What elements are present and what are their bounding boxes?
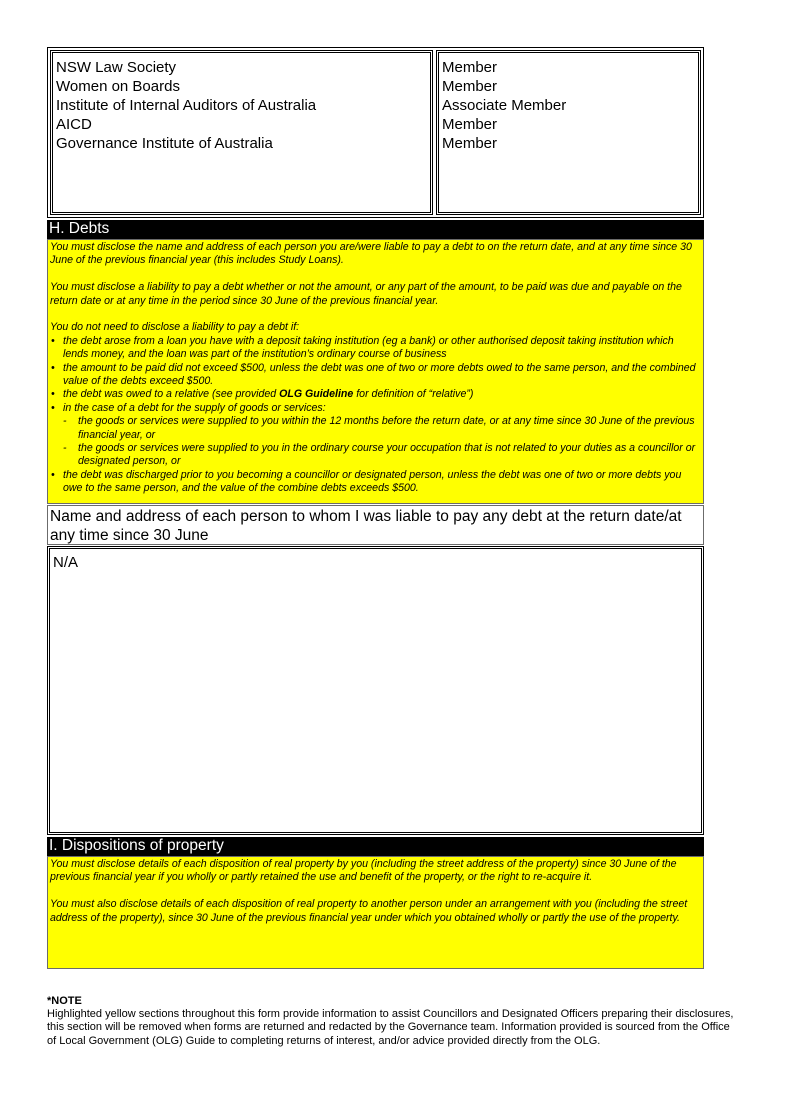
debts-exemption-bullet: • the debt was owed to a relative (see provided OLG Guideline for definition of “relative”) <box>51 388 474 401</box>
role-item: Member <box>442 59 498 76</box>
role-item: Member <box>442 135 498 152</box>
debts-intro-2: You must disclose a liability to pay a debt whether or not the amount, or any part of the amount, to be paid was due and payable on the return date or at any time in the period since 30 June of the previous financial year. <box>50 281 682 307</box>
debts-question: Name and address of each person to whom I was liable to pay any debt at the return date/at any time since 30 June <box>47 505 704 545</box>
debts-answer-text: N/A <box>53 554 79 571</box>
dispositions-text-1: You must disclose details of each disposition of real property by you (including the street address of the property) since 30 June of the previous financial year if you wholly or partly retained the use and benefit of the property, or the right to re-acquire it. <box>50 858 677 884</box>
dash-mark: - <box>63 442 67 455</box>
bullet-mark: • <box>51 334 55 347</box>
note-text: Highlighted yellow sections throughout this form provide information to assist Councillors and Designated Officers preparing their disclosures, this section will be removed when forms are returned and redacted by the Governance team. Information provided is sourced from the Office of Local Government (OLG) Guide to completing returns of interest, and/or advice provided directly from the OLG. <box>47 1008 734 1047</box>
debts-intro-3: You do not need to disclose a liability to pay a debt if: <box>50 321 300 334</box>
bullet-mark: • <box>51 401 55 414</box>
organisation-item: Governance Institute of Australia <box>56 135 273 152</box>
role-item: Member <box>442 116 498 133</box>
role-item: Associate Member <box>442 97 567 114</box>
role-item: Member <box>442 78 498 95</box>
debts-exemption-bullet: • the debt was discharged prior to you becoming a councillor or designated person, unless the debt was one of two or more debts you owe to the same person, and the value of the combine debts exceeds $500. <box>51 468 682 495</box>
debts-exemption-bullet: • in the case of a debt for the supply of goods or services: <box>51 401 326 414</box>
bullet-mark: • <box>51 361 55 374</box>
dispositions-text-2: You must also disclose details of each disposition of real property to another person under an arrangement with you (including the street address of the property), since 30 June of the previous financial year under which you obtained wholly or partly the use of the property. <box>50 898 688 924</box>
role-cell <box>436 50 701 215</box>
organisation-item: Women on Boards <box>56 78 180 95</box>
organisation-list <box>53 53 430 153</box>
debts-exemption-subitem: - the goods or services were supplied to you in the ordinary course your occupation that is not related to your duties as a councillor or designated person, or <box>63 442 696 468</box>
debts-answer-field[interactable] <box>47 546 704 835</box>
debts-section-header: H. Debts <box>47 220 704 239</box>
organisation-item: NSW Law Society <box>56 59 177 76</box>
bullet-mark: • <box>51 388 55 401</box>
debts-exemption-bullet: • the debt arose from a loan you have with a deposit taking institution (eg a bank) or other authorised deposit taking institution which lends money, and the loan was part of the institution’s ordinary course of business <box>51 334 674 361</box>
debts-exemption-subitem: - the goods or services were supplied to you within the 12 months before the return date, or at any time since 30 June of the previous financial year, or <box>63 415 695 441</box>
debts-intro-1: You must disclose the name and address of each person you are/were liable to pay a debt to on the return date, and at any time since 30 June of the previous financial year (this includes Study Loans). <box>50 241 692 267</box>
bullet-mark: • <box>51 468 55 481</box>
debts-info-box <box>47 239 704 504</box>
dash-mark: - <box>63 415 67 428</box>
dispositions-section-header: I. Dispositions of property <box>47 837 704 856</box>
dispositions-info-box <box>47 856 704 969</box>
note-title: *NOTE <box>47 995 82 1007</box>
organisation-item: AICD <box>56 116 92 133</box>
debts-exemption-bullet: • the amount to be paid did not exceed $500, unless the debt was one of two or more debts owed to the same person, and the combined value of the debts exceed $500. <box>51 361 696 388</box>
organisation-cell <box>50 50 433 215</box>
organisation-item: Institute of Internal Auditors of Australia <box>56 97 317 114</box>
role-list <box>439 53 698 153</box>
olg-guideline-reference: OLG Guideline <box>279 388 354 401</box>
